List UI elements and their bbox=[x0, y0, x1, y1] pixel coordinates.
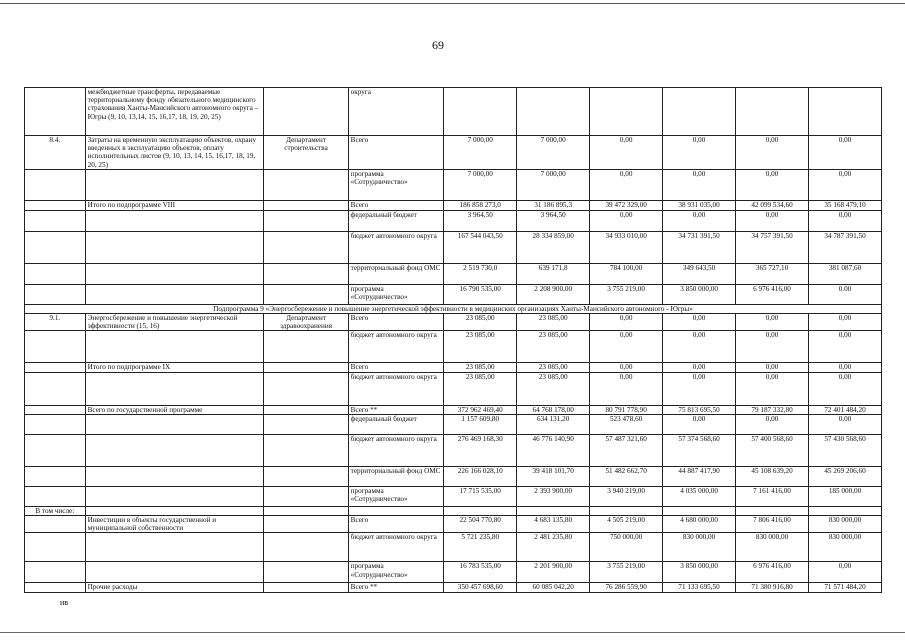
table-cell bbox=[264, 414, 348, 434]
table-cell bbox=[85, 331, 264, 363]
table-row bbox=[25, 562, 882, 583]
table-cell: 0.00 bbox=[809, 284, 882, 304]
table-row bbox=[25, 466, 882, 486]
table-cell bbox=[25, 169, 86, 200]
table-cell bbox=[25, 210, 86, 231]
table-cell bbox=[444, 506, 517, 515]
table-body bbox=[25, 88, 882, 593]
table-cell: 5 721 235,80 bbox=[444, 533, 517, 562]
table-cell: 3 940 219,00 bbox=[590, 486, 663, 506]
table-row bbox=[25, 434, 882, 466]
table-cell: 0,00 bbox=[590, 210, 663, 231]
table-cell: 34 731 391,50 bbox=[663, 231, 736, 263]
table-cell bbox=[264, 331, 348, 363]
table-cell: 6 976 416,00 bbox=[736, 284, 809, 304]
table-cell: 830 000,00 bbox=[809, 533, 882, 562]
table-cell: 45 269 206,60 bbox=[809, 466, 882, 486]
table-cell: 372 962 469,40 bbox=[444, 405, 517, 414]
table-cell: 0,00 bbox=[590, 372, 663, 405]
table-cell: бюджет автономного округа bbox=[348, 331, 444, 363]
table-cell bbox=[264, 169, 348, 200]
table-cell: 16 790 535,00 bbox=[444, 284, 517, 304]
table-row bbox=[25, 506, 882, 515]
table-cell: 0,00 bbox=[736, 414, 809, 434]
table-cell: бюджет автономного округа bbox=[348, 372, 444, 405]
table-cell: 6 976 416,00 bbox=[736, 562, 809, 583]
table-cell: 64 768 178,00 bbox=[517, 405, 590, 414]
table-cell: 16 783 535,00 bbox=[444, 562, 517, 583]
subprogram-header: Подпрограмма 9 «Энергосбережение и повышение энергетической эффективности в медицинских организациях Ханты-Мансийского автономного - Югры» bbox=[25, 304, 882, 313]
table-cell: Всего ** bbox=[348, 583, 444, 592]
table-cell: В том числе: bbox=[25, 506, 86, 515]
table-cell bbox=[85, 284, 264, 304]
table-cell: 639 171,8 bbox=[517, 263, 590, 284]
table-cell: 39 472 329,00 bbox=[590, 200, 663, 210]
table-cell bbox=[25, 414, 86, 434]
table-cell: 4 035 000,00 bbox=[663, 486, 736, 506]
table-cell: территориальный фонд ОМС bbox=[348, 263, 444, 284]
table-cell bbox=[25, 562, 86, 583]
table-cell: 0,00 bbox=[663, 136, 736, 170]
table-cell: Всего bbox=[348, 314, 444, 331]
table-cell bbox=[25, 88, 86, 136]
table-row bbox=[25, 533, 882, 562]
table-cell: 23 085,00 bbox=[444, 331, 517, 363]
table-cell: 80 791 778,90 bbox=[590, 405, 663, 414]
table-cell: 0,00 bbox=[663, 169, 736, 200]
table-cell: 4 683 135,80 bbox=[517, 516, 590, 533]
table-cell: программа «Сотрудничество» bbox=[348, 284, 444, 304]
table-cell bbox=[25, 434, 86, 466]
table-cell: 7 806 416,00 bbox=[736, 516, 809, 533]
table-row bbox=[25, 210, 882, 231]
table-cell bbox=[264, 372, 348, 405]
table-cell bbox=[85, 562, 264, 583]
table-cell bbox=[264, 200, 348, 210]
table-cell: 830 000,00 bbox=[809, 516, 882, 533]
table-cell: программа «Сотрудничество» bbox=[348, 169, 444, 200]
table-cell: 7 000,00 bbox=[444, 136, 517, 170]
table-cell: 72 401 484,20 bbox=[809, 405, 882, 414]
table-cell bbox=[264, 466, 348, 486]
table-cell: Всего bbox=[348, 200, 444, 210]
table-row bbox=[25, 304, 882, 313]
table-cell bbox=[264, 562, 348, 583]
table-cell: 3 850 000,00 bbox=[663, 562, 736, 583]
table-cell bbox=[264, 284, 348, 304]
table-row bbox=[25, 231, 882, 263]
table-cell: 39 418 101,70 bbox=[517, 466, 590, 486]
table-cell: 9.1. bbox=[25, 314, 86, 331]
table-cell bbox=[348, 506, 444, 515]
table-row bbox=[25, 263, 882, 284]
scan-bottom-edge bbox=[0, 632, 905, 633]
table-cell: 186 858 273,0 bbox=[444, 200, 517, 210]
table-cell: Всего по государственной программе bbox=[85, 405, 264, 414]
table-cell: 0,00 bbox=[590, 331, 663, 363]
table-cell bbox=[85, 414, 264, 434]
table-cell: программа «Сотрудничество» bbox=[348, 486, 444, 506]
table-cell: 57 430 568,60 bbox=[809, 434, 882, 466]
table-cell: 0,00 bbox=[663, 414, 736, 434]
table-cell: 830 000,00 bbox=[736, 533, 809, 562]
table-cell bbox=[25, 331, 86, 363]
table-cell: 0,00 bbox=[590, 363, 663, 372]
table-cell bbox=[85, 533, 264, 562]
table-cell bbox=[444, 88, 517, 136]
table-cell: 0,00 bbox=[809, 372, 882, 405]
table-cell: 0,00 bbox=[590, 136, 663, 170]
table-row bbox=[25, 372, 882, 405]
table-cell bbox=[809, 506, 882, 515]
table-row bbox=[25, 88, 882, 136]
table-cell: 0,00 bbox=[736, 372, 809, 405]
table-cell: Всего bbox=[348, 363, 444, 372]
table-cell: 2 393 900,00 bbox=[517, 486, 590, 506]
table-cell: Итого по подпрограмме IX bbox=[85, 363, 264, 372]
table-cell: 0,00 bbox=[809, 414, 882, 434]
table-cell bbox=[25, 372, 86, 405]
table-row bbox=[25, 516, 882, 533]
table-cell: Департамент строительства bbox=[264, 136, 348, 170]
table-cell: программа «Сотрудничество» bbox=[348, 562, 444, 583]
table-cell: 784 100,00 bbox=[590, 263, 663, 284]
table-cell: 0,00 bbox=[809, 136, 882, 170]
table-cell: 4 680 000,00 bbox=[663, 516, 736, 533]
table-row bbox=[25, 169, 882, 200]
table-cell bbox=[264, 533, 348, 562]
table-cell: 7 000,00 bbox=[444, 169, 517, 200]
table-cell: 0,00 bbox=[736, 210, 809, 231]
table-cell: 349 643,50 bbox=[663, 263, 736, 284]
table-cell: 57 400 568,60 bbox=[736, 434, 809, 466]
table-cell: 17 715 535,00 bbox=[444, 486, 517, 506]
table-cell bbox=[85, 506, 264, 515]
table-cell: 60 085 042,20 bbox=[517, 583, 590, 592]
table-cell: 23 085,00 bbox=[444, 372, 517, 405]
table-cell bbox=[85, 169, 264, 200]
table-cell bbox=[25, 533, 86, 562]
table-cell bbox=[264, 263, 348, 284]
table-cell: округа bbox=[348, 88, 444, 136]
table-cell: 3 964,50 bbox=[444, 210, 517, 231]
table-cell: 167 544 043,50 bbox=[444, 231, 517, 263]
table-cell bbox=[517, 506, 590, 515]
table-cell bbox=[809, 88, 882, 136]
table-cell bbox=[264, 506, 348, 515]
table-cell: 3 850 000,00 bbox=[663, 284, 736, 304]
table-cell bbox=[25, 405, 86, 414]
table-cell: межбюджетные трансферты, передаваемые территориальному фонду обязательного медицинского страхования Ханты-Мансийского автономного округа – Югры (9, 10, 13,14, 15, 16,17, 18, 19, 20, 25) bbox=[85, 88, 264, 136]
table-row bbox=[25, 414, 882, 434]
table-cell: 76 286 559,90 bbox=[590, 583, 663, 592]
table-cell: 0,00 bbox=[663, 331, 736, 363]
table-cell: 0,00 bbox=[663, 372, 736, 405]
table-cell bbox=[85, 486, 264, 506]
table-cell bbox=[736, 88, 809, 136]
table-cell: 2 519 730,0 bbox=[444, 263, 517, 284]
table-cell: 0,00 bbox=[663, 314, 736, 331]
table-cell bbox=[264, 88, 348, 136]
table-cell: федеральный бюджет bbox=[348, 414, 444, 434]
table-cell: 0,00 bbox=[663, 363, 736, 372]
table-row bbox=[25, 583, 882, 592]
table-cell: 7 000,00 bbox=[517, 169, 590, 200]
table-cell: 71 571 484,20 bbox=[809, 583, 882, 592]
table-cell: 23 085,00 bbox=[444, 314, 517, 331]
scan-top-edge bbox=[0, 3, 905, 4]
table-cell: 34 933 010,00 bbox=[590, 231, 663, 263]
table-cell: 381 087,60 bbox=[809, 263, 882, 284]
table-cell: 34 787 391,50 bbox=[809, 231, 882, 263]
table-cell: 45 108 639,20 bbox=[736, 466, 809, 486]
table-cell bbox=[590, 506, 663, 515]
table-cell: 42 099 534,60 bbox=[736, 200, 809, 210]
table-row bbox=[25, 314, 882, 331]
table-row bbox=[25, 486, 882, 506]
table-cell: 23 085,00 bbox=[444, 363, 517, 372]
table-cell: 830 000,00 bbox=[663, 533, 736, 562]
table-cell bbox=[85, 231, 264, 263]
table-cell: 2 208 900,00 bbox=[517, 284, 590, 304]
table-cell: 2 201 900,00 bbox=[517, 562, 590, 583]
table-cell: 0,00 bbox=[809, 169, 882, 200]
footer-mark: ив bbox=[60, 598, 69, 607]
table-cell: 23 085,00 bbox=[517, 331, 590, 363]
table-cell: 2 481 235,80 bbox=[517, 533, 590, 562]
table-cell bbox=[85, 263, 264, 284]
table-cell: бюджет автономного округа bbox=[348, 231, 444, 263]
table-cell: 23 085,00 bbox=[517, 314, 590, 331]
table-cell bbox=[264, 486, 348, 506]
table-cell: 8.4. bbox=[25, 136, 86, 170]
table-cell bbox=[736, 506, 809, 515]
table-cell: 0,00 bbox=[736, 169, 809, 200]
table-cell bbox=[25, 486, 86, 506]
table-row bbox=[25, 331, 882, 363]
table-cell bbox=[85, 372, 264, 405]
table-cell: 31 186 895,3 bbox=[517, 200, 590, 210]
table-cell: 23 085,00 bbox=[517, 372, 590, 405]
table-cell bbox=[85, 466, 264, 486]
table-cell bbox=[85, 210, 264, 231]
table-cell: 1 157 609,80 bbox=[444, 414, 517, 434]
table-cell bbox=[264, 583, 348, 592]
table-cell bbox=[25, 516, 86, 533]
table-cell bbox=[25, 284, 86, 304]
table-cell bbox=[517, 88, 590, 136]
table-cell: 3 755 219,00 bbox=[590, 284, 663, 304]
table-cell: 46 776 140,90 bbox=[517, 434, 590, 466]
table-cell bbox=[25, 231, 86, 263]
table-row bbox=[25, 284, 882, 304]
table-cell: 0,00 bbox=[663, 210, 736, 231]
table-cell: 350 457 698,60 bbox=[444, 583, 517, 592]
table-cell: Энергосбережение и повышение энергетической эффективности (15, 16) bbox=[85, 314, 264, 331]
table-cell bbox=[264, 516, 348, 533]
table-cell: 0,00 bbox=[809, 314, 882, 331]
table-cell bbox=[264, 363, 348, 372]
table-cell: 7 000,00 bbox=[517, 136, 590, 170]
table-cell: 23 085,00 bbox=[517, 363, 590, 372]
table-cell: территориальный фонд ОМС bbox=[348, 466, 444, 486]
table-cell: 0,00 bbox=[736, 363, 809, 372]
page-number: 69 bbox=[432, 38, 444, 52]
table-cell: Всего ** bbox=[348, 405, 444, 414]
table-cell: 0,00 bbox=[590, 314, 663, 331]
table-cell bbox=[25, 263, 86, 284]
table-cell: 365 727,10 bbox=[736, 263, 809, 284]
table-cell: Всего bbox=[348, 516, 444, 533]
table-cell bbox=[663, 88, 736, 136]
table-cell: Всего bbox=[348, 136, 444, 170]
table-cell: 75 813 695,50 bbox=[663, 405, 736, 414]
budget-table bbox=[24, 87, 882, 593]
table-cell bbox=[25, 200, 86, 210]
table-cell: 0,00 bbox=[809, 331, 882, 363]
table-row bbox=[25, 405, 882, 414]
table-cell: 226 166 028,10 bbox=[444, 466, 517, 486]
table-row bbox=[25, 136, 882, 170]
table-cell: 51 482 662,70 bbox=[590, 466, 663, 486]
table-cell: 57 374 568,60 bbox=[663, 434, 736, 466]
table-cell: 57 487 321,60 bbox=[590, 434, 663, 466]
table-cell bbox=[25, 363, 86, 372]
table-cell: 22 504 770,80 bbox=[444, 516, 517, 533]
table-cell bbox=[590, 88, 663, 136]
table-cell: 79 187 332,80 bbox=[736, 405, 809, 414]
table-cell: 4 505 219,00 bbox=[590, 516, 663, 533]
table-cell: 0,00 bbox=[736, 331, 809, 363]
table-cell: Затраты на временную эксплуатацию объектов, охрану введенных в эксплуатацию объектов, оплату исполнительных листов (9, 10, 13, 14, 15, 16,17, 18, 19, 20, 25) bbox=[85, 136, 264, 170]
table-cell: 0,00 bbox=[736, 136, 809, 170]
table-cell: 276 469 168,30 bbox=[444, 434, 517, 466]
table-cell: 634 131,20 bbox=[517, 414, 590, 434]
table-cell: 7 161 416,00 bbox=[736, 486, 809, 506]
table-cell: бюджет автономного округа bbox=[348, 434, 444, 466]
table-cell bbox=[264, 210, 348, 231]
table-cell: Итого по подпрограмме VIII bbox=[85, 200, 264, 210]
table-row bbox=[25, 363, 882, 372]
table-cell bbox=[264, 405, 348, 414]
table-cell: 0,00 bbox=[809, 210, 882, 231]
table-cell: Инвестиции в объекты государственной и муниципальной собственности bbox=[85, 516, 264, 533]
table-cell: 0,00 bbox=[590, 169, 663, 200]
table-row bbox=[25, 200, 882, 210]
table-cell bbox=[85, 434, 264, 466]
table-cell bbox=[264, 434, 348, 466]
table-cell: Департамент здравоохранения bbox=[264, 314, 348, 331]
table-cell bbox=[663, 506, 736, 515]
table-cell: 28 334 859,00 bbox=[517, 231, 590, 263]
table-cell: Прочие расходы bbox=[85, 583, 264, 592]
table-cell: 0,00 bbox=[736, 314, 809, 331]
table-cell: 0,00 bbox=[809, 562, 882, 583]
table-cell: 750 000,00 bbox=[590, 533, 663, 562]
table-cell: 71 133 695,50 bbox=[663, 583, 736, 592]
table-cell: 523 478,60 bbox=[590, 414, 663, 434]
table-cell bbox=[25, 583, 86, 592]
table-cell: 44 887 417,90 bbox=[663, 466, 736, 486]
table-cell: 38 931 035,00 bbox=[663, 200, 736, 210]
table-cell: 3 964,50 bbox=[517, 210, 590, 231]
table-cell: 185 000,00 bbox=[809, 486, 882, 506]
table-cell: 34 757 391,50 bbox=[736, 231, 809, 263]
table-cell: 0,00 bbox=[809, 363, 882, 372]
table-cell: 3 755 219,00 bbox=[590, 562, 663, 583]
table-cell bbox=[25, 466, 86, 486]
table-cell: федеральный бюджет bbox=[348, 210, 444, 231]
table-cell bbox=[264, 231, 348, 263]
table-cell: 35 168 479,10 bbox=[809, 200, 882, 210]
table-cell: бюджет автономного округа bbox=[348, 533, 444, 562]
table-cell: 71 380 916,80 bbox=[736, 583, 809, 592]
